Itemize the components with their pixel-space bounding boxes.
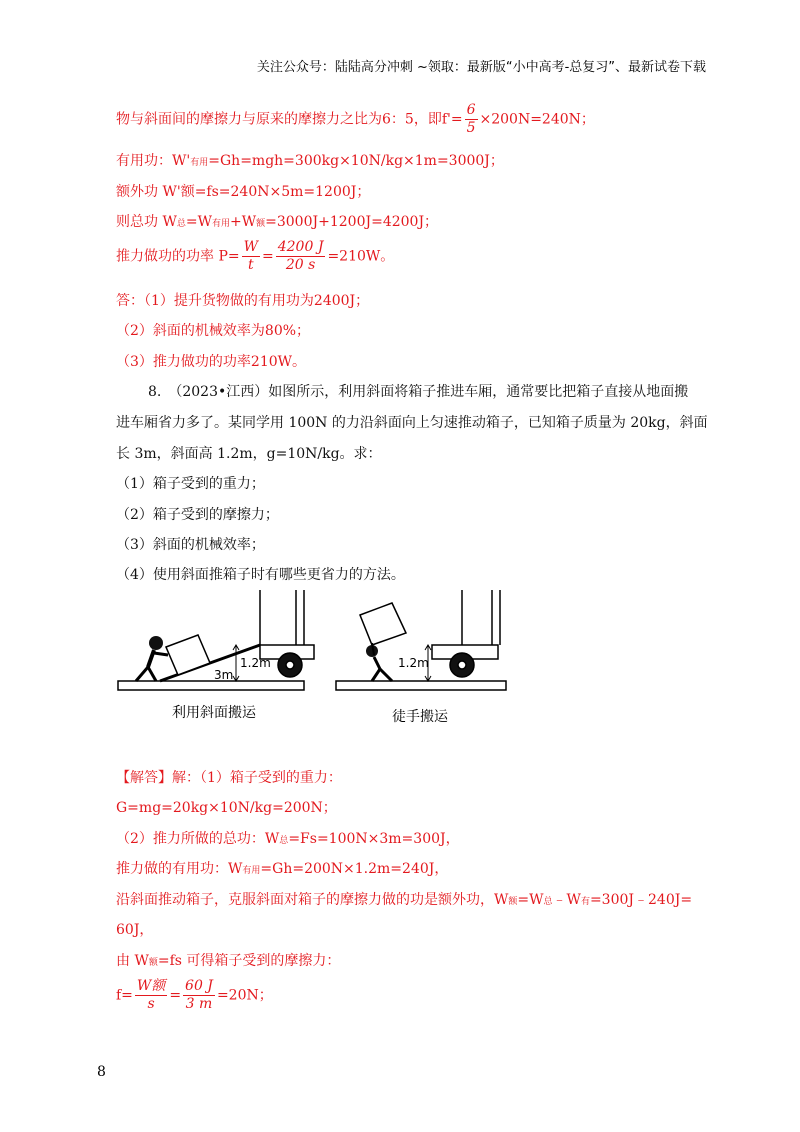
ratio-fraction — [465, 102, 478, 137]
right-height-label: 1.2m — [398, 656, 429, 670]
total-sub2: 有用 — [211, 219, 230, 229]
f-den2: 3 m — [185, 996, 213, 1012]
sol8-l7s: 额 — [148, 958, 158, 968]
power-fraction-1 — [242, 239, 260, 274]
sol8-l1-text: 解：（1）箱子受到的重力： — [172, 770, 342, 786]
f-num1: W额 — [136, 978, 166, 994]
power-num2: 4200 J — [277, 239, 324, 255]
answer-1: 答：（1）提升货物做的有用功为2400J； — [116, 293, 370, 309]
incline-figure — [110, 585, 530, 725]
power-fraction-2 — [276, 239, 326, 274]
answer-2: （2）斜面的机械效率为80%； — [116, 323, 311, 339]
ratio-denominator: 5 — [466, 120, 476, 136]
total-sub1: 总 — [176, 219, 186, 229]
left-caption: 利用斜面搬运 — [172, 705, 256, 721]
sol8-l3b: =Fs=100N×3m=300J， — [288, 831, 460, 847]
sol8-l5b: =W — [517, 892, 544, 908]
useful-sub: 有用 — [190, 158, 209, 168]
sol8-l5s1: 额 — [508, 897, 518, 907]
q8-sub3: （3）斜面的机械效率； — [116, 537, 265, 553]
sol8-l3s: 总 — [279, 836, 289, 846]
ratio-numerator: 6 — [466, 102, 476, 118]
f-num2: 60 J — [185, 978, 213, 994]
total-sub3: 额 — [256, 219, 266, 229]
q8-line2: 进车厢省力多了。某同学用 100N 的力沿斜面向上匀速推动箱子，已知箱子质量为 20kg，斜面 — [116, 415, 708, 431]
f-fraction-2 — [183, 978, 215, 1013]
q8-sub1: （1）箱子受到的重力； — [116, 476, 265, 492]
power-text: 推力做功的功率 P= — [116, 248, 240, 265]
sol8-l4b: =Gh=200N×1.2m=240J， — [260, 861, 449, 877]
sol8-line4 — [116, 858, 448, 878]
total-text: 则总功 W — [116, 214, 177, 230]
left-length-label: 3m — [214, 668, 234, 682]
sol8-l4a: 推力做的有用功：W — [116, 861, 243, 877]
page-header: 关注公众号：陆陆高分冲刺 ~领取：最新版“小中高考-总复习”、最新试卷下载 — [256, 60, 706, 75]
f-result: =20N； — [216, 987, 273, 1004]
sol8-line7 — [116, 950, 340, 970]
sol8-line6: 60J， — [116, 922, 154, 938]
power-den1: t — [247, 257, 254, 273]
total-eq2: +W — [230, 214, 257, 230]
power-result: =210W。 — [327, 248, 395, 265]
sol8-l3a: （2）推力所做的总功：W — [116, 831, 280, 847]
sol8-line3 — [116, 828, 460, 848]
f-eq: = — [169, 987, 182, 1004]
useful-work-line — [116, 150, 504, 170]
answer-3: （3）推力做功的功率210W。 — [116, 354, 307, 370]
answer-tag: 【解答】 — [116, 770, 172, 786]
f-text: f= — [116, 987, 133, 1004]
useful-text: 有用功：W' — [116, 153, 191, 169]
f-den1: s — [147, 996, 155, 1012]
sol8-l4s: 有用 — [242, 866, 261, 876]
sol8-line1 — [116, 767, 342, 787]
friction-formula-line — [116, 978, 273, 1013]
ratio-text: 物与斜面间的摩擦力与原来的摩擦力之比为6：5，即f'= — [116, 111, 463, 128]
q8-line1: 8. （2023•江西）如图所示，利用斜面将箱子推进车厢，通常要比把箱子直接从地面搬 — [148, 384, 689, 400]
right-scene — [336, 590, 506, 690]
power-den2: 20 s — [285, 257, 316, 273]
q8-sub4: （4）使用斜面推箱子时有哪些更省力的方法。 — [116, 567, 405, 583]
useful-eq: =Gh=mgh=300kg×10N/kg×1m=3000J； — [208, 153, 504, 169]
page-number: 8 — [97, 1064, 106, 1080]
q8-line3: 长 3m，斜面高 1.2m，g=10N/kg。求： — [116, 446, 382, 462]
sol8-l5s3: 有 — [580, 897, 590, 907]
sol8-l7b: =fs 可得箱子受到的摩擦力： — [157, 953, 341, 969]
ratio-result: ×200N=240N； — [479, 111, 595, 128]
sol8-line2: G=mg=20kg×10N/kg=200N； — [116, 800, 337, 816]
sol8-line5 — [116, 889, 692, 909]
q8-sub2: （2）箱子受到的摩擦力； — [116, 507, 279, 523]
f-fraction-1 — [135, 978, 167, 1013]
total-eq3: =3000J+1200J=4200J； — [265, 214, 439, 230]
sol8-l5d: =300J﹣240J= — [589, 892, 693, 908]
sol8-l7a: 由 W — [116, 953, 149, 969]
friction-ratio-line — [116, 102, 595, 137]
left-height-label: 1.2m — [240, 656, 271, 670]
sol8-l5c: ﹣W — [552, 892, 581, 908]
power-eq: = — [262, 248, 274, 265]
extra-work-line: 额外功 W'额=fs=240N×5m=1200J； — [116, 184, 371, 200]
sol8-l5a: 沿斜面推动箱子，克服斜面对箱子的摩擦力做的功是额外功，W — [116, 892, 509, 908]
sol8-l5s2: 总 — [543, 897, 553, 907]
right-caption: 徒手搬运 — [392, 709, 448, 725]
total-work-line — [116, 211, 438, 231]
power-num1: W — [243, 239, 258, 255]
total-eq1: =W — [185, 214, 212, 230]
power-line — [116, 239, 394, 274]
